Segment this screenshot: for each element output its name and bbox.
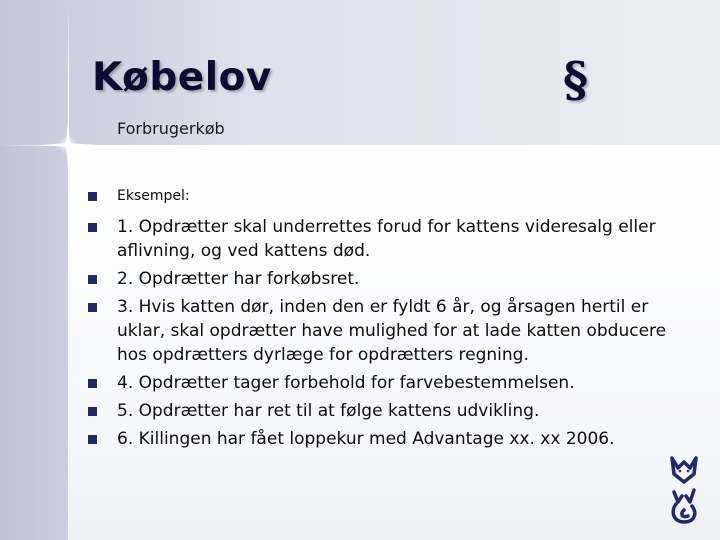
bullet-item xyxy=(88,295,688,367)
bullet-list xyxy=(88,186,688,455)
bullet-item xyxy=(88,399,688,423)
bullet-text: 5. Opdrætter har ret til at følge kattens udvikling. xyxy=(117,401,540,421)
bullet-item xyxy=(88,186,688,206)
vertical-divider xyxy=(68,0,69,540)
square-bullet-icon xyxy=(88,192,97,201)
bullet-item xyxy=(88,427,688,451)
bullet-text: 2. Opdrætter har forkøbsret. xyxy=(117,269,360,289)
bullet-text: 4. Opdrætter tager forbehold for farvebestemmelsen. xyxy=(117,373,575,393)
bullet-item xyxy=(88,215,688,263)
square-bullet-icon xyxy=(88,435,97,444)
section-symbol: § xyxy=(563,52,589,108)
bullet-text: 6. Killingen har fået loppekur med Advantage xx. xx 2006. xyxy=(117,429,615,449)
square-bullet-icon xyxy=(88,223,97,232)
bullet-item xyxy=(88,267,688,291)
bullet-text: 3. Hvis katten dør, inden den er fyldt 6 år, og årsagen hertil er uklar, skal opdrætter have mulighed for at lade katten obducere hos opdrætters dyrlæge for opdrætters regning. xyxy=(117,297,667,365)
bullet-item xyxy=(88,371,688,395)
slide-title: Købelov xyxy=(92,55,272,100)
bullet-text: 1. Opdrætter skal underrettes forud for kattens videresalg eller aflivning, og ved kattens død. xyxy=(117,217,656,261)
square-bullet-icon xyxy=(88,275,97,284)
square-bullet-icon xyxy=(88,407,97,416)
horizontal-divider xyxy=(0,145,720,146)
bullet-text: Eksempel: xyxy=(117,188,190,204)
cat-logo-icon xyxy=(664,452,704,526)
sparkle-decoration-icon xyxy=(40,118,100,174)
slide-subtitle: Forbrugerkøb xyxy=(117,119,225,138)
square-bullet-icon xyxy=(88,379,97,388)
square-bullet-icon xyxy=(88,303,97,312)
